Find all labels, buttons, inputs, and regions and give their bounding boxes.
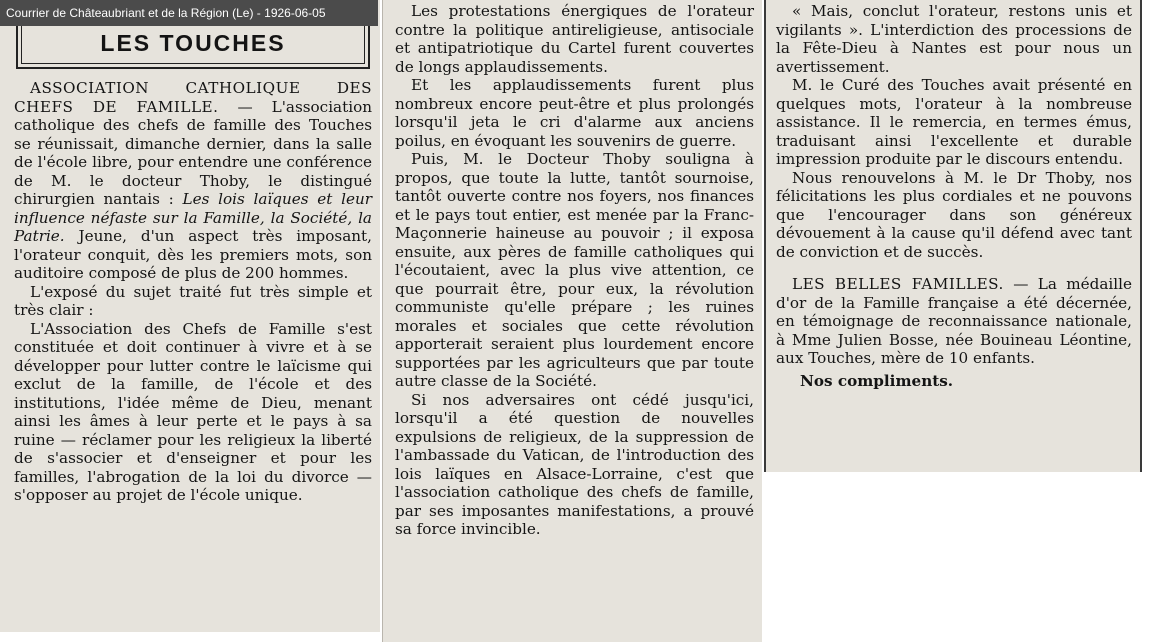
paragraph-spacer — [776, 261, 1132, 275]
article-paragraph: Et les applaudissements furent plus nombreux encore peut-être et plus prolongés lorsqu'il jeta le cri d'alarme aux anciens poilus, en évoquant les souvenirs de guerre. — [395, 76, 754, 150]
article-paragraph: Puis, M. le Docteur Thoby souligna à propos, que toute la lutte, tantôt sournoise, tantôt ouverte contre nos foyers, nos finances et le pays tout entier, est menée par la Franc-Maçonnerie haineuse au pouvoir ; il exposa ensuite, aux pères de famille catholiques qui l'écoutaient, avec la plus vive attention, ce que pourrait être, pour eux, la révolution communiste qu'elle prépare ; les ruines morales et sociales que cette révolution apporterait seraient plus lourdement encore supportées par les agriculteurs que par toute autre classe de la Société. — [395, 150, 754, 390]
article-paragraph — [14, 79, 372, 283]
article-headline: ASSOCIATION CATHOLIQUE DES CHEFS DE FAMILLE. — [14, 79, 372, 116]
article-paragraph — [776, 275, 1132, 368]
article-paragraph: Les protestations énergiques de l'orateur contre la politique antireligieuse, antisociale et antipatriotique du Cartel furent couvertes de longs applaudissements. — [395, 2, 754, 76]
paragraph-text: — L'association catholique des chefs de famille des Touches se réunissait, dimanche dernier, dans la salle de l'école libre, pour entendre une conférence de M. le docteur Thoby, le distingué chirurgien nantais : — [14, 97, 372, 208]
article-column-1 — [0, 0, 380, 632]
article-column-3 — [764, 0, 1142, 472]
article-paragraph: « Mais, conclut l'orateur, restons unis et vigilants ». L'interdiction des processions de la Fête-Dieu à Nantes est pour nous un avertissement. — [776, 2, 1132, 76]
article-paragraph: Nous renouvelons à M. le Dr Thoby, nos félicitations les plus cordiales et ne pouvons que l'encourager dans son généreux dévouement à la cause qu'il défend avec tant de conviction et de succès. — [776, 168, 1132, 261]
section-title: LES TOUCHES — [21, 22, 365, 64]
paragraph-text: Jeune, d'un aspect très imposant, l'orateur conquit, dès les premiers mots, son auditoire composé de plus de 200 hommes. — [14, 227, 372, 282]
article-paragraph: M. le Curé des Touches avait présenté en quelques mots, l'orateur à la nombreuse assistance. Il le remercia, en termes émus, traduisant ainsi l'excellente et durable impression produite par le discours entendu. — [776, 76, 1132, 168]
article-column-2 — [382, 0, 762, 642]
conference-title: Les lois laïques et leur influence néfaste sur la Famille, la Société, la Patrie. — [14, 190, 372, 245]
paragraph-text: — La médaille d'or de la Famille française a été décernée, en témoignage de reconnaissance nationale, à Mme Julien Bosse, née Bouineau Léontine, aux Touches, mère de 10 enfants. — [776, 275, 1132, 367]
article-paragraph: L'exposé du sujet traité fut très simple et très clair : — [14, 282, 372, 319]
closing-line: Nos compliments. — [800, 371, 954, 390]
article-paragraph: Si nos adversaires ont cédé jusqu'ici, lorsqu'il a été question de nouvelles expulsions de religieux, de la suppression de l'ambassade du Vatican, de l'introduction des lois laïques en Alsace-Lorraine, c'est que l'association catholique des chefs de famille, par ses imposantes manifestations, a prouvé sa force invincible. — [395, 390, 754, 538]
article-paragraph: L'Association des Chefs de Famille s'est constituée et doit continuer à vivre et à se développer pour lutter contre le laïcisme qui exclut de la famille, de l'école et des institutions, l'idée même de Dieu, menant ainsi les âmes à leur perte et le pays à sa ruine — réclamer pour les religieux la liberté de s'associer et d'enseigner et pour les familles, l'abrogation de la loi du divorce — s'opposer au projet de l'école unique. — [14, 319, 372, 504]
article-headline: LES BELLES FAMILLES. — [792, 275, 1004, 293]
source-caption: Courrier de Châteaubriant et de la Région (Le) - 1926-06-05 — [0, 0, 378, 26]
